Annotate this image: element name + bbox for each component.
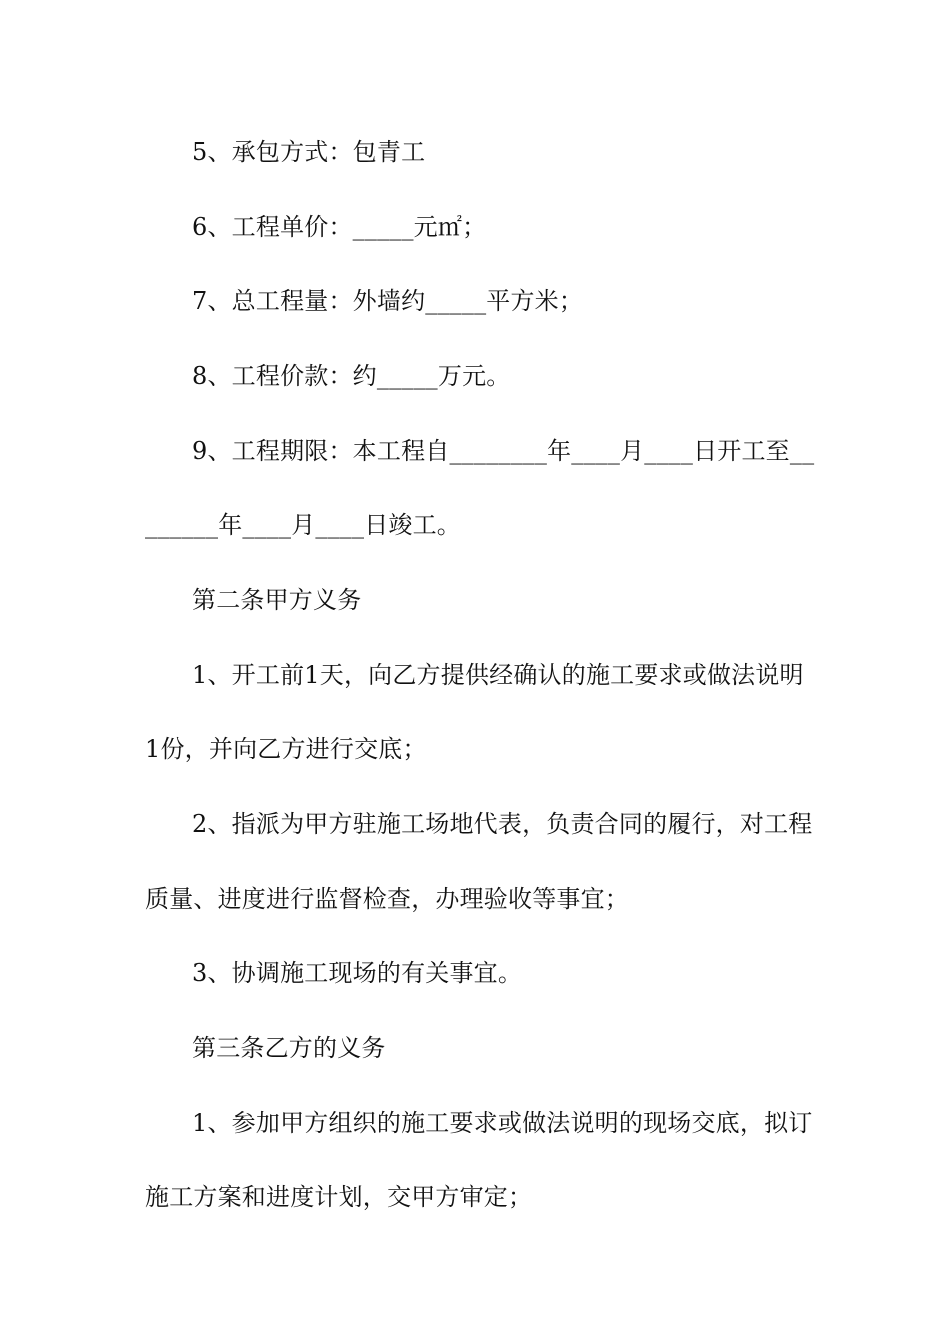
party-a-duty-1-continuation: 1份，并向乙方进行交底； bbox=[145, 735, 427, 763]
article-two-heading: 第二条甲方义务 bbox=[192, 586, 362, 614]
party-b-duty-1: 1、参加甲方组织的施工要求或做法说明的现场交底，拟订 bbox=[192, 1109, 813, 1137]
party-b-duty-1-continuation: 施工方案和进度计划，交甲方审定； bbox=[145, 1183, 533, 1211]
project-period-continuation: ______年____月____日竣工。 bbox=[145, 511, 461, 539]
party-a-duty-1: 1、开工前1天，向乙方提供经确认的施工要求或做法说明 bbox=[192, 661, 804, 689]
contract-method-line: 5、承包方式：包青工 bbox=[192, 138, 426, 166]
total-quantity-line: 7、总工程量：外墙约_____平方米； bbox=[192, 287, 584, 315]
party-a-duty-3: 3、协调施工现场的有关事宜。 bbox=[192, 959, 523, 987]
party-a-duty-2: 2、指派为甲方驻施工场地代表，负责合同的履行，对工程 bbox=[192, 810, 813, 838]
article-three-heading: 第三条乙方的义务 bbox=[192, 1034, 386, 1062]
unit-price-line: 6、工程单价：_____元㎡； bbox=[192, 213, 487, 241]
project-period-line: 9、工程期限：本工程自________年____月____日开工至__ bbox=[192, 437, 815, 465]
project-price-line: 8、工程价款：约_____万元。 bbox=[192, 362, 511, 390]
party-a-duty-2-continuation: 质量、进度进行监督检查，办理验收等事宜； bbox=[145, 885, 629, 913]
